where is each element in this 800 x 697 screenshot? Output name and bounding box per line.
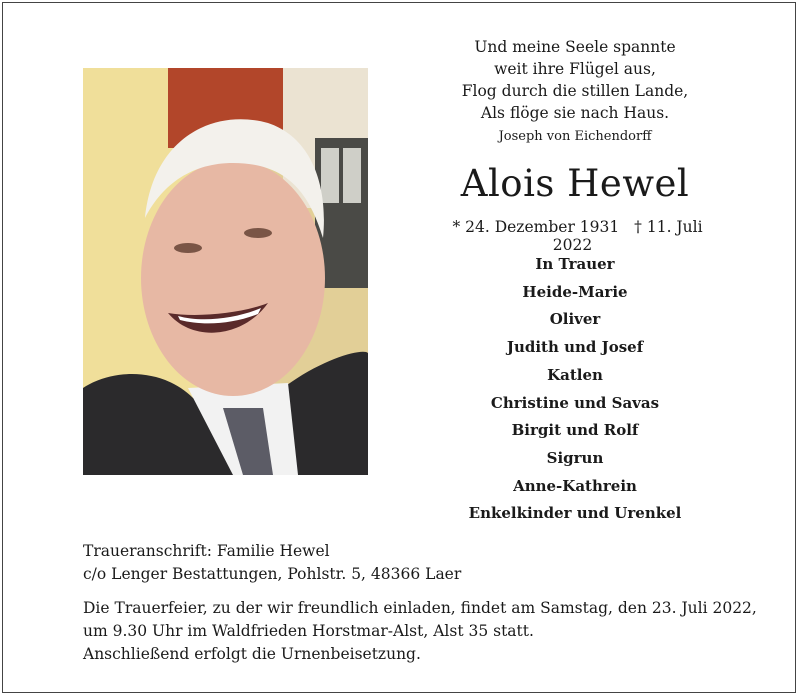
poem-line: Und meine Seele spannte <box>474 38 676 56</box>
poem-line: weit ihre Flügel aus, <box>494 60 656 78</box>
poem-author: Joseph von Eichendorff <box>498 129 652 144</box>
birth-date: * 24. Dezember 1931 <box>452 218 620 236</box>
service-notice <box>83 597 783 666</box>
poem-line: Als flöge sie nach Haus. <box>480 104 670 122</box>
portrait-photo <box>83 68 368 475</box>
mourner-line: Sigrun <box>546 448 604 467</box>
mourning-address <box>83 540 461 586</box>
address-line: c/o Lenger Bestattungen, Pohlstr. 5, 48366 Laer <box>83 565 462 583</box>
life-dates <box>430 218 720 254</box>
mourner-line: Oliver <box>549 310 601 329</box>
mourner-line: Christine und Savas <box>490 393 660 412</box>
address-line: Traueranschrift: Familie Hewel <box>83 542 330 560</box>
service-line: um 9.30 Uhr im Waldfrieden Horstmar-Alst, Alst 35 statt. <box>83 622 534 640</box>
mourners-list <box>440 251 710 528</box>
mourner-line: Birgit und Rolf <box>511 421 639 440</box>
mourner-line: Enkelkinder und Urenkel <box>468 504 682 523</box>
service-line: Anschließend erfolgt die Urnenbeisetzung. <box>83 645 421 663</box>
poem-line: Flog durch die stillen Lande, <box>461 82 689 100</box>
mourner-line: In Trauer <box>535 255 615 273</box>
deceased-name: Alois Hewel <box>460 162 690 205</box>
mourner-line: Heide-Marie <box>522 282 628 301</box>
death-date: † 11. Juli 2022 <box>552 218 703 254</box>
memorial-poem <box>440 36 710 148</box>
mourner-line: Anne-Kathrein <box>513 476 637 495</box>
mourner-line: Judith und Josef <box>506 338 644 357</box>
mourner-line: Katlen <box>547 365 603 384</box>
service-line: Die Trauerfeier, zu der wir freundlich einladen, findet am Samstag, den 23. Juli 2022, <box>83 599 757 617</box>
